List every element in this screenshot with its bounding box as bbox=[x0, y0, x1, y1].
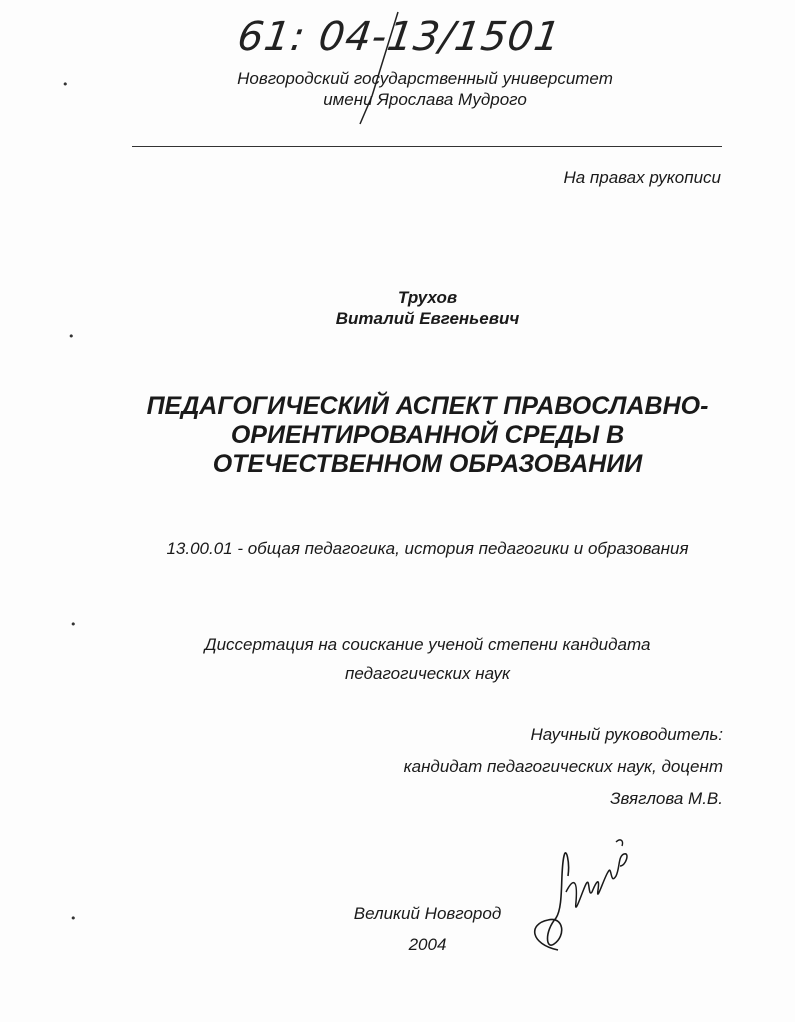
margin-speck: • bbox=[68, 330, 75, 343]
margin-speck: • bbox=[70, 912, 77, 925]
specialty-code: 13.00.01 - общая педагогика, история педагогики и образования bbox=[166, 539, 689, 558]
dissertation-title bbox=[0, 392, 795, 479]
margin-speck: • bbox=[62, 78, 69, 91]
place: Великий Новгород bbox=[353, 904, 502, 923]
title-line-3: ОТЕЧЕСТВЕННОМ ОБРАЗОВАНИИ bbox=[212, 450, 643, 478]
rights-note: На правах рукописи bbox=[563, 168, 721, 187]
place-and-year bbox=[0, 898, 795, 960]
degree-line-2: педагогических наук bbox=[345, 664, 510, 683]
author-given-names: Виталий Евгеньевич bbox=[335, 309, 520, 328]
year: 2004 bbox=[408, 935, 447, 954]
supervisor-block bbox=[404, 719, 723, 815]
university-name bbox=[0, 68, 795, 110]
supervisor-degree: кандидат педагогических наук, доцент bbox=[403, 757, 723, 776]
author-surname: Трухов bbox=[397, 288, 458, 307]
header-divider bbox=[132, 146, 722, 147]
supervisor-heading: Научный руководитель: bbox=[530, 725, 723, 744]
degree-statement bbox=[0, 630, 795, 688]
margin-speck: • bbox=[70, 618, 77, 631]
archive-code-handwritten: 61: 04-13/1501 bbox=[234, 14, 564, 60]
university-line-2: имени Ярослава Мудрого bbox=[323, 90, 527, 109]
author-block bbox=[0, 287, 795, 329]
degree-line-1: Диссертация на соискание ученой степени кандидата bbox=[204, 635, 651, 654]
university-line-1: Новгородский государственный университет bbox=[237, 69, 613, 88]
author-signature bbox=[520, 832, 640, 962]
supervisor-name: Звяглова М.В. bbox=[610, 789, 723, 808]
title-line-1: ПЕДАГОГИЧЕСКИЙ АСПЕКТ ПРАВОСЛАВНО- bbox=[146, 392, 709, 420]
title-line-2: ОРИЕНТИРОВАННОЙ СРЕДЫ В bbox=[230, 421, 625, 449]
